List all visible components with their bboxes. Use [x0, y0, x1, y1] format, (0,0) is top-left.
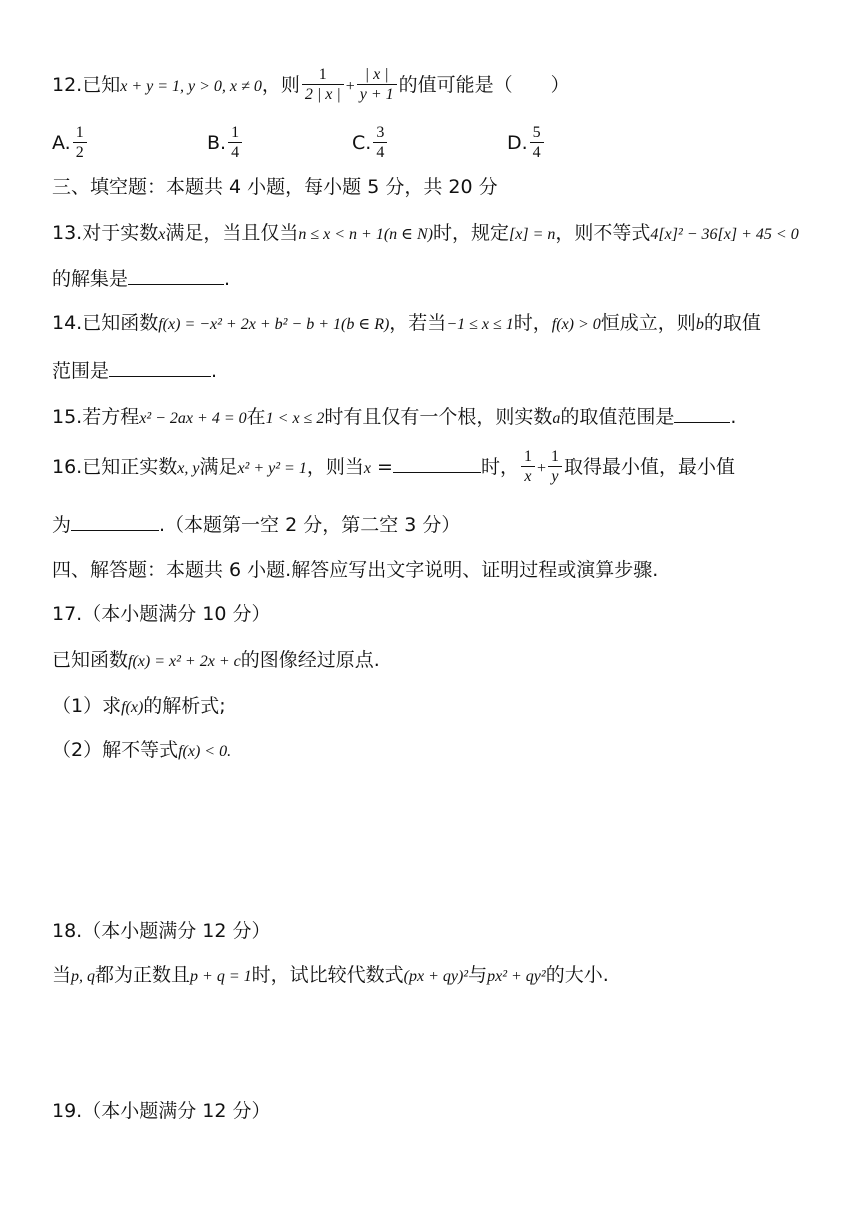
q18-title: 18.（本小题满分 12 分） — [52, 920, 271, 942]
q17-part-2: （2）解不等式f(x) < 0. — [52, 739, 232, 761]
q17-function: f(x) = x² + 2x + c — [128, 653, 241, 670]
q12-fraction-2: $\frac{| x |}{y + 1}$ — [357, 66, 397, 105]
q19-title: 19.（本小题满分 12 分） — [52, 1100, 271, 1122]
q17-stem: 已知函数f(x) = x² + 2x + c的图像经过原点. — [52, 649, 380, 671]
q16-answer-blank-1[interactable] — [393, 456, 481, 473]
q12-option-b[interactable]: B. $\frac{1}{4}$ — [207, 124, 244, 163]
q13-answer-blank[interactable] — [128, 268, 224, 285]
q12-option-c[interactable]: C. $\frac{3}{4}$ — [352, 124, 389, 163]
q13-line-1: 13.对于实数x满足，当且仅当n ≤ x < n + 1(n ∈ N)时，规定[x] = n，则不等式4[x]² − 36[x] + 45 < 0 — [52, 222, 799, 244]
q13-inequality: 4[x]² − 36[x] + 45 < 0 — [650, 226, 799, 243]
q16-fraction-1: $\frac{1}{x}$ — [521, 448, 535, 487]
q17-title: 17.（本小题满分 10 分） — [52, 603, 271, 625]
q16-line-2: 为 .（本题第一空 2 分，第二空 3 分） — [52, 514, 461, 536]
q15-equation: x² − 2ax + 4 = 0 — [139, 410, 247, 427]
q16-answer-blank-2[interactable] — [71, 514, 159, 531]
q13-line-2: 的解集是 . — [52, 268, 231, 290]
q14-line-2: 范围是 . — [52, 360, 218, 382]
section-3-heading: 三、填空题：本题共 4 小题，每小题 5 分，共 20 分 — [52, 176, 498, 198]
q15-answer-blank[interactable] — [674, 406, 730, 423]
q12-option-d[interactable]: D. $\frac{5}{4}$ — [507, 124, 546, 163]
q18-expression-2: px² + qy² — [487, 968, 546, 985]
q12-fraction-1: $\frac{1}{2 | x |}$ — [302, 66, 344, 105]
q14-line-1: 14.已知函数f(x) = −x² + 2x + b² − b + 1(b ∈ R)，若当−1 ≤ x ≤ 1时，f(x) > 0恒成立，则b的取值 — [52, 312, 761, 334]
q14-function: f(x) = −x² + 2x + b² − b + 1(b ∈ R) — [158, 316, 390, 333]
q16-equation: x² + y² = 1 — [237, 459, 307, 477]
q18-stem: 当p, q都为正数且p + q = 1时，试比较代数式(px + qy)²与px² + qy²的大小. — [52, 964, 609, 986]
q12-option-a[interactable]: A. $\frac{1}{2}$ — [52, 124, 89, 163]
q12-condition: x + y = 1, y > 0, x ≠ 0 — [120, 77, 262, 95]
q16-fraction-2: $\frac{1}{y}$ — [548, 448, 562, 487]
q16-line-1: 16.已知正实数x, y满足x² + y² = 1，则当x = 时， $\frac{1}{x}$ + $\frac{1}{y}$ 取得最小值，最小值 — [52, 448, 735, 486]
q14-answer-blank[interactable] — [109, 360, 211, 377]
q18-expression-1: (px + qy)² — [403, 968, 469, 985]
section-4-heading: 四、解答题：本题共 6 小题.解答应写出文字说明、证明过程或演算步骤. — [52, 559, 659, 581]
q17-part-1: （1）求f(x)的解析式; — [52, 695, 226, 717]
q12-line: 12.已知x + y = 1, y > 0, x ≠ 0，则 $\frac{1}{2 | x |}$ + $\frac{| x |}{y + 1}$ 的值可能是（ ） — [52, 66, 570, 104]
q15-line: 15.若方程x² − 2ax + 4 = 0在1 < x ≤ 2时有且仅有一个根，则实数a的取值范围是 . — [52, 406, 737, 428]
